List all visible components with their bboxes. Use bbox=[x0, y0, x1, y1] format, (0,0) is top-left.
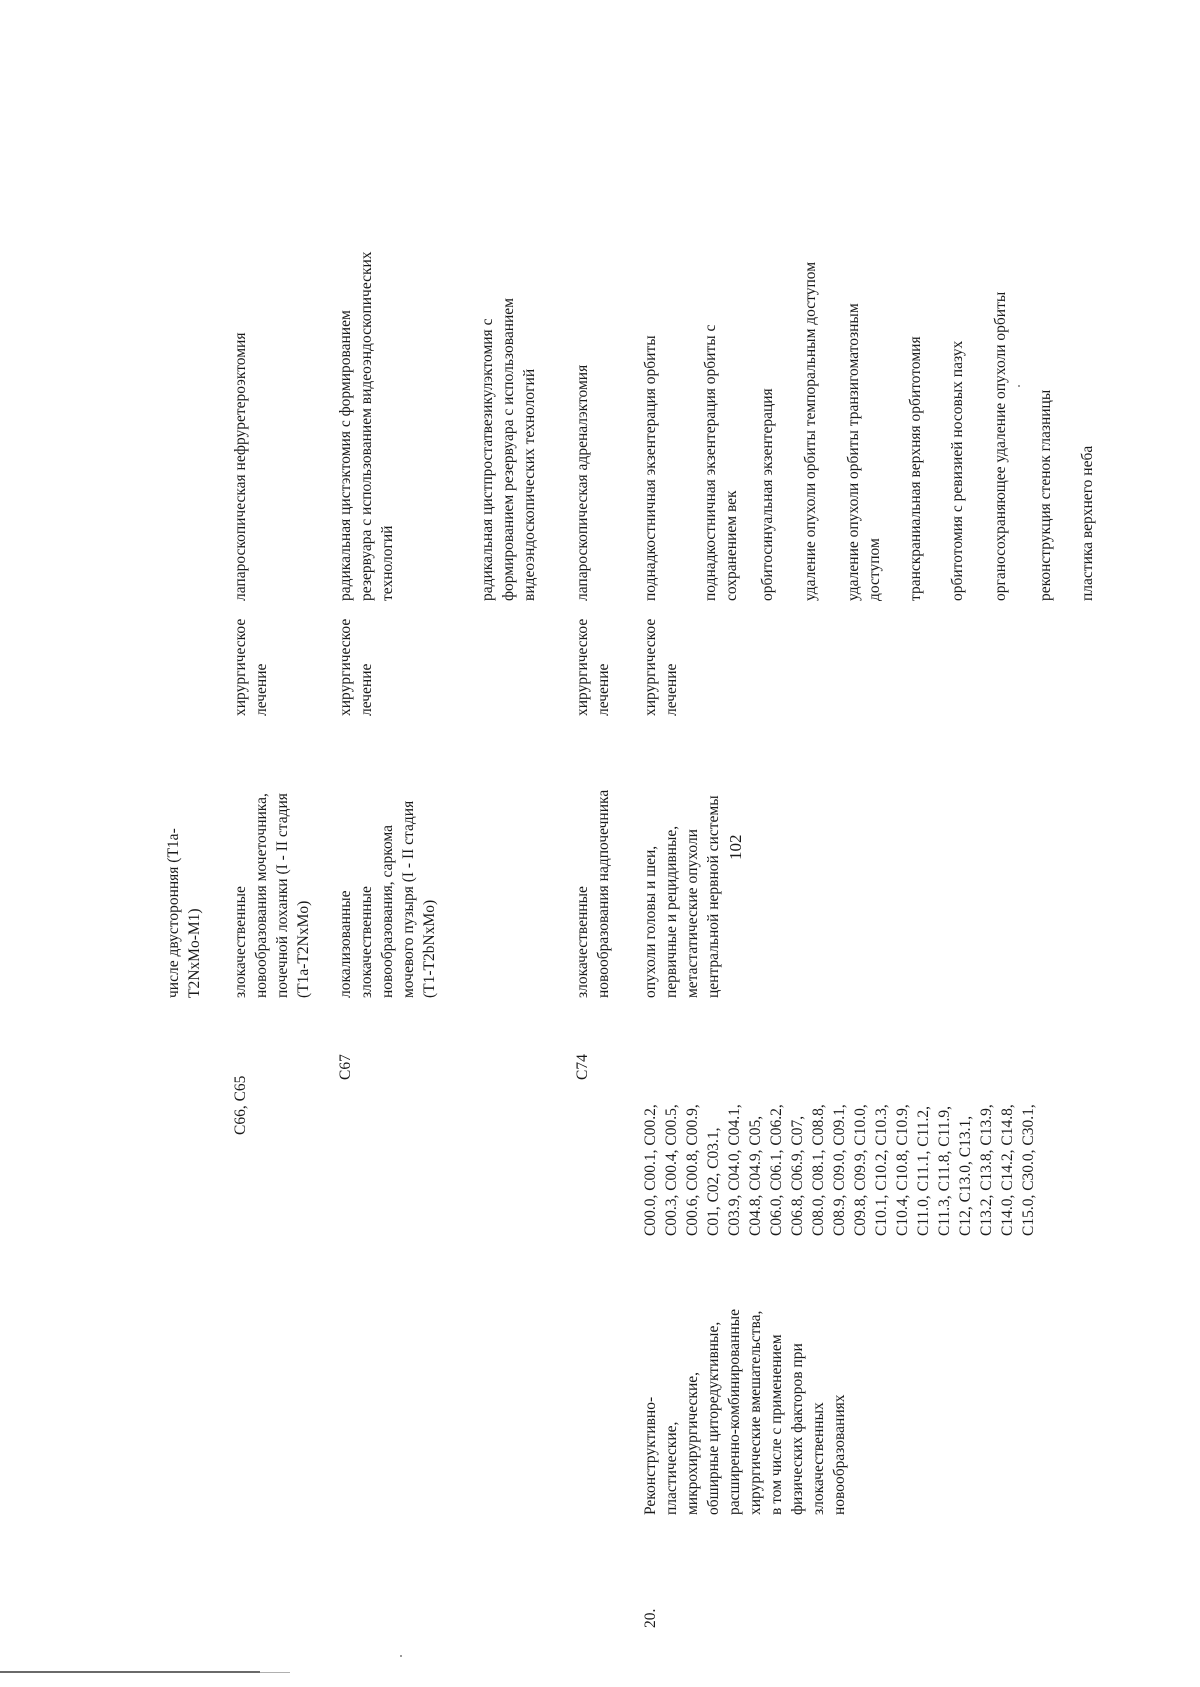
text-line: сохранением век bbox=[723, 490, 740, 601]
patient-model-cell bbox=[335, 801, 440, 998]
treatment-type-cell bbox=[335, 619, 377, 716]
text-line: C14.0, C14.2, C14.8, bbox=[999, 1104, 1016, 1236]
text-line: хирургическое bbox=[337, 618, 354, 716]
text-line: хирургическое bbox=[232, 618, 249, 716]
patient-model-cell bbox=[163, 828, 205, 998]
method-item bbox=[905, 336, 926, 601]
patient-model-cell bbox=[572, 790, 614, 998]
text-line: C15.0, C30.0, C30.1, bbox=[1020, 1104, 1037, 1236]
treatment-type-cell bbox=[230, 619, 272, 716]
text-line: новообразования надпочечника bbox=[595, 789, 612, 998]
text-line: локализованные bbox=[337, 890, 354, 998]
text-line: транскраниальная верхняя орбитотомия bbox=[907, 336, 924, 601]
text-line: Реконструктивно- bbox=[642, 1396, 659, 1515]
scan-speck bbox=[400, 1655, 402, 1657]
treatment-type-cell bbox=[572, 619, 614, 716]
method-item bbox=[947, 341, 968, 601]
codes-cell bbox=[230, 1076, 251, 1135]
text-line: обширные циторедуктивные, bbox=[705, 1321, 722, 1515]
method-item bbox=[1077, 446, 1098, 601]
text-line: резервуара с использованием видеоэндоскопических bbox=[358, 251, 375, 601]
text-line: новообразованиях bbox=[831, 1394, 848, 1515]
text-line: C10.1, C10.2, C10.3, bbox=[873, 1104, 890, 1236]
text-line: лечение bbox=[663, 663, 680, 716]
text-line: первичные и рецидивные, bbox=[663, 825, 680, 998]
text-line: поднадкостничная экзентерация орбиты с bbox=[702, 324, 719, 601]
text-line: C00.6, C00.8, C00.9, bbox=[684, 1104, 701, 1236]
method-item bbox=[477, 298, 540, 601]
text-line: C00.3, C00.4, C00.5, bbox=[663, 1104, 680, 1236]
text-line: опухоли головы и шеи, bbox=[642, 845, 659, 998]
text-line: C11.3, C11.8, C11.9, bbox=[936, 1105, 953, 1236]
text-line: C06.8, C06.9, C07, bbox=[789, 1115, 806, 1236]
method-item bbox=[572, 365, 593, 601]
text-line: лечение bbox=[595, 663, 612, 716]
text-line: C01, C02, C03.1, bbox=[705, 1127, 722, 1236]
page-number: 102 bbox=[726, 834, 745, 860]
text-line: злокачественные bbox=[574, 886, 591, 998]
text-line: технологий bbox=[379, 525, 396, 601]
icd-codes: C66, C65 bbox=[232, 1075, 249, 1135]
text-line: C09.8, C09.9, C10.0, bbox=[852, 1104, 869, 1236]
text-line: видеоэндоскопических технологий bbox=[521, 368, 538, 601]
text-line: C12, C13.0, C13.1, bbox=[957, 1115, 974, 1236]
method-item bbox=[700, 325, 742, 601]
text-line: мочевого пузыря (I - II стадия bbox=[400, 800, 417, 998]
text-line: злокачественные bbox=[358, 886, 375, 998]
method-item bbox=[843, 303, 885, 601]
text-line: метастатические опухоли bbox=[684, 829, 701, 998]
method-item bbox=[335, 251, 398, 601]
patient-model-cell bbox=[640, 795, 724, 998]
text-line: C13.2, C13.8, C13.9, bbox=[978, 1104, 995, 1236]
text-line: пластические, bbox=[663, 1421, 680, 1515]
text-line: пластика верхнего неба bbox=[1079, 445, 1096, 601]
text-line: микрохирургические, bbox=[684, 1371, 701, 1515]
text-line: радикальная цистпростатвезикулэктомия с bbox=[479, 318, 496, 601]
text-line: лечение bbox=[358, 663, 375, 716]
text-line: реконструкция стенок глазницы bbox=[1037, 389, 1054, 601]
text-line: новообразования мочеточника, bbox=[253, 793, 270, 998]
text-line: C06.0, C06.1, C06.2, bbox=[768, 1104, 785, 1236]
scan-speck bbox=[1018, 385, 1020, 387]
text-line: C08.9, C09.0, C09.1, bbox=[831, 1104, 848, 1236]
text-line: T2NxMo-M1) bbox=[186, 908, 203, 998]
text-line: формированием резервуара с использованием bbox=[500, 298, 517, 601]
text-line: радикальная цистэктомия с формированием bbox=[337, 310, 354, 601]
text-line: удаление опухоли орбиты темпоральным доступом bbox=[802, 261, 819, 601]
method-item bbox=[640, 335, 661, 601]
text-line: (T1a-T2NxMo) bbox=[295, 900, 312, 998]
text-line: (T1-T2bNxMo) bbox=[421, 899, 438, 998]
text-line: лапароскопическая адреналэктомия bbox=[574, 364, 591, 601]
text-line: центральной нервной системы bbox=[705, 795, 722, 998]
text-line: C08.0, C08.1, C08.8, bbox=[810, 1104, 827, 1236]
text-line: новообразования, саркома bbox=[379, 825, 396, 998]
text-line: орбитотомия с ревизией носовых пазух bbox=[949, 340, 966, 601]
text-line: C10.4, C10.8, C10.9, bbox=[894, 1104, 911, 1236]
text-line: лечение bbox=[253, 663, 270, 716]
treatment-type-cell bbox=[640, 619, 682, 716]
text-line: хирургическое bbox=[574, 618, 591, 716]
codes-cell bbox=[640, 1104, 1039, 1236]
codes-cell bbox=[335, 1054, 356, 1080]
icd-codes: C74 bbox=[574, 1054, 591, 1080]
text-line: 20. bbox=[642, 1608, 659, 1628]
text-line: хирургические вмешательства, bbox=[747, 1310, 764, 1515]
text-line: лапароскопическая нефруретероэктомия bbox=[232, 332, 249, 601]
text-line: C03.9, C04.0, C04.1, bbox=[726, 1104, 743, 1236]
text-line: расширенно-комбинированные bbox=[726, 1308, 743, 1515]
method-item bbox=[230, 333, 251, 601]
method-item bbox=[800, 262, 821, 601]
row-number bbox=[640, 1609, 661, 1628]
text-line: C00.0, C00.1, C00.2, bbox=[642, 1104, 659, 1236]
text-line: почечной лоханки (I - II стадия bbox=[274, 793, 291, 998]
scan-edge-line bbox=[0, 1671, 260, 1673]
text-line: числе двусторонняя (T1a- bbox=[165, 828, 182, 998]
method-item bbox=[990, 292, 1011, 601]
text-line: удаление опухоли орбиты транзигоматозным bbox=[845, 303, 862, 601]
text-line: доступом bbox=[866, 538, 883, 601]
text-line: в том числе с применением bbox=[768, 1334, 785, 1515]
text-line: органосохраняющее удаление опухоли орбиты bbox=[992, 291, 1009, 601]
method-item bbox=[757, 388, 778, 601]
scan-edge-line bbox=[260, 1672, 290, 1673]
icd-codes: C67 bbox=[337, 1054, 354, 1080]
text-line: физических факторов при bbox=[789, 1343, 806, 1515]
text-line: орбитосинуальная экзентерация bbox=[759, 388, 776, 601]
text-line: хирургическое bbox=[642, 618, 659, 716]
text-line: злокачественных bbox=[810, 1402, 827, 1515]
text-line: злокачественные bbox=[232, 886, 249, 998]
codes-cell bbox=[572, 1054, 593, 1080]
text-line: поднадкостничная экзентерация орбиты bbox=[642, 335, 659, 601]
text-line: C11.0, C11.1, C11.2, bbox=[915, 1105, 932, 1236]
text-line: C04.8, C04.9, C05, bbox=[747, 1115, 764, 1236]
method-item bbox=[1035, 390, 1056, 601]
patient-model-cell bbox=[230, 793, 314, 998]
group-name-cell bbox=[640, 1309, 850, 1515]
